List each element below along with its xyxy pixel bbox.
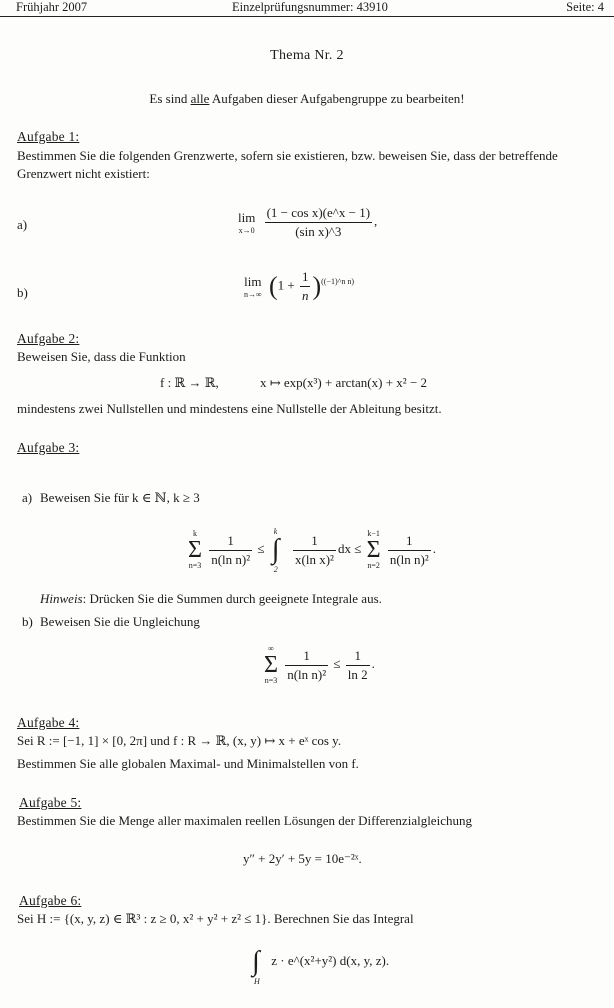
task4-line1: Sei R := [−1, 1] × [0, 2π] und f : R → ℝ, (x, y) ↦ x + eˣ cos y. xyxy=(17,733,342,748)
task3-heading: Aufgabe 3: xyxy=(17,440,80,455)
task6-text: Sei H := {(x, y, z) ∈ ℝ³ : z ≥ 0, x² + y² + z² ≤ 1}. Berechnen Sie das Integral xyxy=(17,911,414,926)
sum2-fraction: $\frac{1}{\text{n(ln n)²}}$ xyxy=(389,532,429,567)
task4-line2: Bestimmen Sie alle globalen Maximal- und Minimalstellen von f. xyxy=(17,756,359,771)
leq-symbol: ≤ xyxy=(333,655,341,671)
sum-operator-1: k Σ n=3 xyxy=(188,529,202,570)
task5-text: Bestimmen Sie die Menge aller maximalen reellen Lösungen der Differenzialgleichung xyxy=(17,813,472,828)
task3a-text: Beweisen Sie für k ∈ ℕ, k ≥ 3 xyxy=(40,490,200,505)
sum3-fraction: $\frac{1}{\text{n(ln n)²}}$ xyxy=(287,647,327,682)
header-page-number: Seite: 4 xyxy=(566,0,604,14)
header-semester: Frühjahr 2007 xyxy=(16,0,88,14)
sum1-fraction: $\frac{1}{\text{n(ln n)²}}$ xyxy=(211,532,251,567)
task3b-text: Beweisen Sie die Ungleichung xyxy=(40,614,200,629)
dx-text: dx xyxy=(337,540,351,556)
integral-domain: H xyxy=(254,977,260,986)
task3a-label: a) xyxy=(22,490,33,505)
task1a-formula: lim x→0 $\frac{\text{(1 − cos x)(e\textasciicircum{}x − 1)}}{\text{(sin x)\textasciicircum{}3}}$ , xyxy=(238,205,378,239)
integral-operator: ∫ H xyxy=(252,946,260,986)
task1-text: Bestimmen Sie die folgenden Grenzwerte, sofern sie existieren, bzw. beweisen Sie, dass der betreffende Grenzwert nicht existiert: xyxy=(17,148,558,181)
task1b-label: b) xyxy=(17,285,28,300)
integral-operator: ∫ k 2 xyxy=(271,527,280,574)
task1a-fraction xyxy=(265,204,372,241)
intro-after: Aufgaben dieser Aufgabengruppe zu bearbeiten! xyxy=(209,91,465,106)
task2-heading: Aufgabe 2: xyxy=(17,331,80,346)
leq-symbol: ≤ xyxy=(257,540,265,556)
page-header xyxy=(0,0,614,17)
task1b-lim xyxy=(244,273,262,299)
task3b-inequality: ∞ Σ n=3 $\frac{1}{\text{n(ln n)²}}$ ≤ $\frac{1}{\ln 2}$ . xyxy=(264,644,375,685)
hint-label: Hinweis xyxy=(40,591,83,606)
task1a-numerator: (1 − cos x)(e^x − 1) xyxy=(265,204,372,223)
task4-heading: Aufgabe 4: xyxy=(17,715,80,730)
lim-text: lim xyxy=(238,210,256,226)
intro-before: Es sind xyxy=(149,91,191,106)
header-exam-number: Einzelprüfungsnummer: 43910 xyxy=(232,0,388,14)
task6-integrand: z · e^(x²+y²) d(x, y, z). xyxy=(271,952,390,968)
sum-operator-2: k−1 Σ n=2 xyxy=(366,529,381,570)
task2-function: f : ℝ → ℝ, xyxy=(160,375,219,390)
task3b-label: b) xyxy=(22,614,33,629)
task2-text: Beweisen Sie, dass die Funktion xyxy=(17,349,186,364)
rhs-fraction: $\frac{1}{\ln 2}$ xyxy=(347,647,368,682)
task1b-exponent: ((−1)^n n) xyxy=(321,277,355,287)
task2-mapping: x ↦ exp(x³) + arctan(x) + x² − 2 xyxy=(260,375,428,390)
task1b-formula: lim n→∞ (1 + $\frac{1}{n}$ )$^{((-1)\^{}n n)}$ xyxy=(244,269,355,303)
task1a-denominator: (sin x)^3 xyxy=(295,223,342,239)
task1a-label: a) xyxy=(17,217,28,232)
task1b-fraction: $\frac{1}{n}$ xyxy=(301,269,309,303)
task5-heading: Aufgabe 5: xyxy=(19,795,82,810)
task1-heading: Aufgabe 1: xyxy=(17,129,80,144)
leq-symbol: ≤ xyxy=(354,540,362,556)
task2-text2: mindestens zwei Nullstellen und mindestens eine Nullstelle der Ableitung besitzt. xyxy=(17,401,442,416)
task5-equation: y″ + 2y′ + 5y = 10e⁻²ˣ. xyxy=(243,851,362,866)
intro-text xyxy=(0,90,614,108)
integral-fraction: $\frac{1}{\text{x(ln x)²}}$ xyxy=(295,532,334,567)
lim-subscript: x→0 xyxy=(238,226,255,236)
hint-text: : Drücken Sie die Summen durch geeignete Integrale aus. xyxy=(82,591,382,606)
task3-hint xyxy=(40,590,382,608)
task1a-lim xyxy=(238,209,255,235)
theme-title: Thema Nr. 2 xyxy=(270,48,344,63)
sum-operator-3: ∞ Σ n=3 xyxy=(264,644,278,685)
task6-integral xyxy=(248,946,390,986)
lim-text: lim xyxy=(244,274,262,290)
lim-subscript: n→∞ xyxy=(244,290,262,300)
task3a-inequality: k Σ n=3 $\frac{1}{\text{n(ln n)²}}$ ≤ ∫ k 2 $\frac{1}{\text{x(ln x)²}}$ dx ≤ k−1 Σ n=2 $\frac{1}{\text{n(ln n)²}}$ . xyxy=(188,527,436,574)
task6-heading: Aufgabe 6: xyxy=(19,893,82,908)
intro-emphasis: alle xyxy=(190,91,210,106)
